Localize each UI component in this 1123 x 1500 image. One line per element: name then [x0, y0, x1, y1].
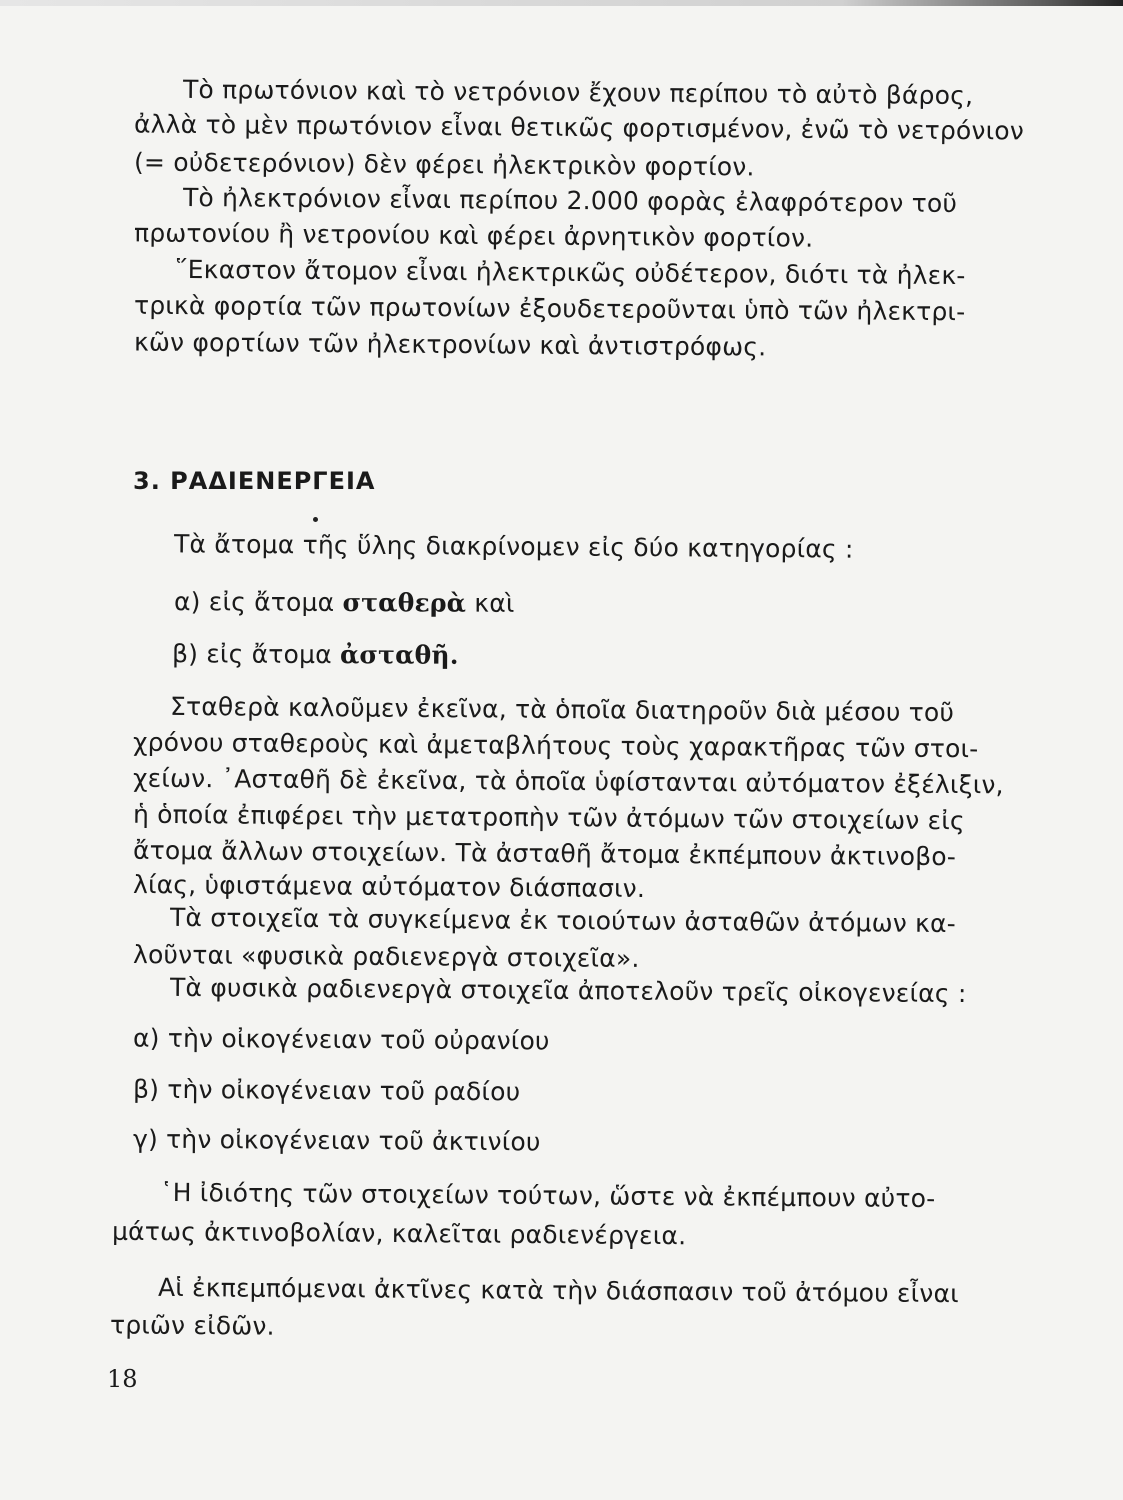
text-line: Αἱ ἐκπεμπόμεναι ἀκτῖνες κατὰ τὴν διάσπασιν τοῦ ἀτόμου εἶναι	[157, 1272, 959, 1309]
text-line: ῞Εκαστον ἄτομον εἶναι ἠλεκτρικῶς οὐδέτερον, διότι τὰ ἠλεκ-	[174, 254, 966, 291]
list-item-a-bold: σταθερὰ	[342, 587, 467, 618]
text-line: ῾Η ἰδιότης τῶν στοιχείων τούτων, ὥστε νὰ ἐκπέμπουν αὐτο-	[159, 1177, 936, 1214]
text-line: μάτως ἀκτινοβολίαν, καλεῖται ραδιενέργεια.	[111, 1216, 687, 1251]
text-line: τρικὰ φορτία τῶν πρωτονίων ἐξουδετεροῦνται ὑπὸ τῶν ἠλεκτρι-	[133, 290, 966, 327]
text-line: ἀλλὰ τὸ μὲν πρωτόνιον εἶναι θετικῶς φορτισμένον, ἐνῶ τὸ νετρόνιον	[133, 109, 1025, 146]
text-line: Τὰ στοιχεῖα τὰ συγκείμενα ἐκ τοιούτων ἀσταθῶν ἀτόμων κα-	[169, 902, 957, 939]
list-item-a-prefix: α) εἰς ἄτομα	[173, 587, 343, 617]
ink-speck	[313, 517, 318, 522]
text-line: Τὰ ἄτομα τῆς ὕλης διακρίνομεν εἰς δύο κατηγορίας :	[173, 529, 854, 564]
family-item-radium: β) τὴν οἰκογένειαν τοῦ ραδίου	[132, 1074, 521, 1107]
list-item-b-prefix: β) εἰς ἄτομα	[171, 639, 341, 670]
text-line: Τὸ ἠλεκτρόνιον εἶναι περίπου 2.000 φορὰς ἐλαφρότερον τοῦ	[182, 182, 958, 219]
list-item-a	[174, 587, 515, 619]
list-item-b-bold: ἀσταθῆ.	[339, 640, 459, 670]
text-line: λοῦνται «φυσικὰ ραδιενεργὰ στοιχεῖα».	[132, 940, 640, 973]
family-item-actinium: γ) τὴν οἰκογένειαν τοῦ ἀκτινίου	[132, 1124, 541, 1157]
text-line: λίας, ὑφιστάμενα αὐτόματον διάσπασιν.	[132, 869, 646, 904]
section-heading: 3. ΡΑΔΙΕΝΕΡΓΕΙΑ	[133, 467, 376, 495]
text-line: ἄτομα ἄλλων στοιχείων. Τὰ ἀσταθῆ ἄτομα ἐκπέμπουν ἀκτινοβο-	[132, 835, 957, 872]
text-line: Σταθερὰ καλοῦμεν ἐκεῖνα, τὰ ὁποῖα διατηροῦν διὰ μέσου τοῦ	[169, 691, 955, 728]
text-line: Τὸ πρωτόνιον καὶ τὸ νετρόνιον ἔχουν περίπου τὸ αὐτὸ βάρος,	[182, 74, 974, 111]
text-line: κῶν φορτίων τῶν ἠλεκτρονίων καὶ ἀντιστρόφως.	[133, 327, 767, 362]
text-line: χείων. ᾿Ασταθῆ δὲ ἐκεῖνα, τὰ ὁποῖα ὑφίστανται αὐτόματον ἐξέλιξιν,	[132, 763, 1004, 800]
text-line: τριῶν εἰδῶν.	[109, 1310, 275, 1341]
text-line: (= οὐδετερόνιον) δὲν φέρει ἠλεκτρικὸν φορτίον.	[133, 147, 755, 182]
family-item-uranium: α) τὴν οἰκογένειαν τοῦ οὐρανίου	[132, 1023, 550, 1056]
text-line: ἡ ὁποία ἐπιφέρει τὴν μετατροπὴν τῶν ἀτόμων τῶν στοιχείων εἰς	[132, 799, 965, 836]
text-line: χρόνου σταθεροὺς καὶ ἀμεταβλήτους τοὺς χαρακτῆρας τῶν στοι-	[132, 727, 979, 764]
text-line: πρωτονίου ἢ νετρονίου καὶ φέρει ἀρνητικὸν φορτίον.	[133, 218, 814, 253]
page-number: 18	[107, 1365, 138, 1393]
list-item-a-suffix: καὶ	[466, 588, 515, 618]
list-item-b	[172, 639, 459, 671]
text-line: Τὰ φυσικὰ ραδιενεργὰ στοιχεῖα ἀποτελοῦν τρεῖς οἰκογενείας :	[169, 972, 967, 1009]
